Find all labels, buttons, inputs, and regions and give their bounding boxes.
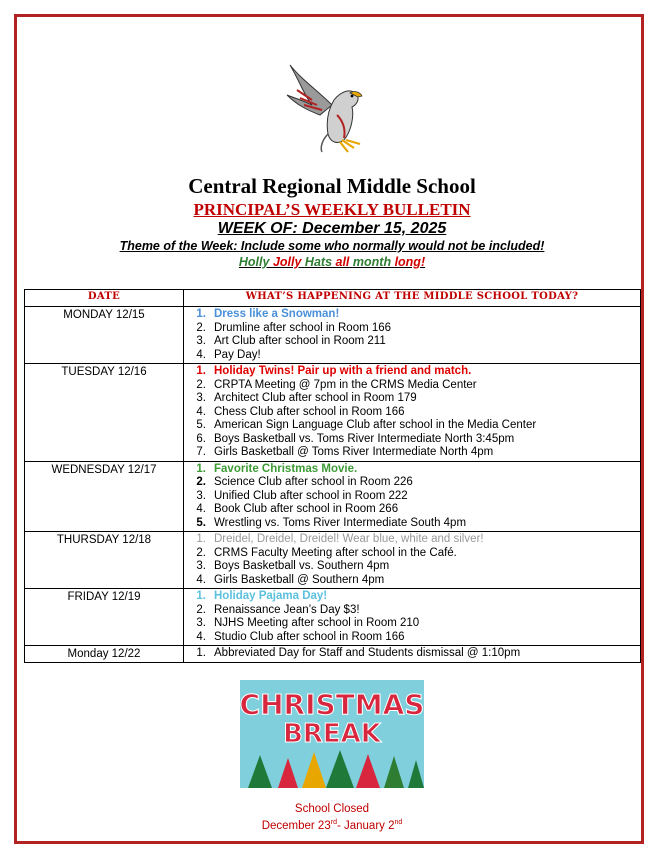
list-item: 4. Pay Day! bbox=[196, 348, 261, 361]
list-item: 1. Holiday Twins! Pair up with a friend and match. bbox=[196, 365, 472, 377]
list-item: 4. Studio Club after school in Room 166 bbox=[196, 630, 405, 643]
list-item: 3. Architect Club after school in Room 179 bbox=[196, 392, 417, 404]
list-item: 6. Boys Basketball vs. Toms River Intermediate North 3:45pm bbox=[196, 432, 515, 445]
table-header-row bbox=[25, 290, 641, 307]
table-row bbox=[25, 532, 641, 589]
list-item: 7. Girls Basketball @ Toms River Intermediate North 4pm bbox=[196, 446, 494, 458]
list-item: 4. Chess Club after school in Room 166 bbox=[196, 405, 405, 418]
day-date: Monday 12/22 bbox=[25, 646, 184, 663]
day-events bbox=[184, 364, 641, 462]
list-item: 3. Art Club after school in Room 211 bbox=[196, 335, 386, 347]
list-item: 1. Abbreviated Day for Staff and Students dismissal @ 1:10pm bbox=[196, 647, 521, 659]
list-item: 4. Book Club after school in Room 266 bbox=[196, 503, 399, 515]
table-row bbox=[25, 461, 641, 532]
week-of-heading: WEEK OF: December 15, 2025 bbox=[217, 220, 447, 237]
list-item: 3. NJHS Meeting after school in Room 210 bbox=[196, 617, 420, 629]
day-date: MONDAY 12/15 bbox=[25, 307, 184, 364]
list-item: 2. Renaissance Jean’s Day $3! bbox=[196, 603, 360, 616]
break-text: BREAK bbox=[283, 719, 381, 749]
holly-jolly-line: Holly Jolly Hats all month long! bbox=[238, 255, 426, 269]
list-item: 5. American Sign Language Club after school in the Media Center bbox=[196, 419, 537, 431]
school-closed-label: School Closed bbox=[294, 803, 370, 815]
list-item: 1. Holiday Pajama Day! bbox=[196, 590, 328, 602]
school-name: Central Regional Middle School bbox=[188, 174, 476, 198]
day-events bbox=[184, 461, 641, 532]
list-item: 2. Drumline after school in Room 166 bbox=[196, 321, 392, 334]
list-item: 1. Dreidel, Dreidel, Dreidel! Wear blue, white and silver! bbox=[196, 533, 484, 545]
day-events bbox=[184, 589, 641, 646]
list-item: 2. Science Club after school in Room 226 bbox=[196, 476, 413, 488]
christmas-text: CHRISTMAS bbox=[240, 688, 424, 721]
day-events bbox=[184, 646, 641, 663]
christmas-break-graphic bbox=[240, 680, 424, 798]
day-events bbox=[184, 532, 641, 589]
list-item: 2. CRMS Faculty Meeting after school in the Café. bbox=[196, 546, 457, 559]
list-item: 1. Favorite Christmas Movie. bbox=[196, 462, 358, 475]
date-column-header: DATE bbox=[25, 290, 184, 307]
schedule-table bbox=[24, 289, 641, 663]
eagle-mascot-logo bbox=[282, 60, 382, 160]
day-date: FRIDAY 12/19 bbox=[25, 589, 184, 646]
bulletin-title: PRINCIPAL’S WEEKLY BULLETIN bbox=[193, 200, 471, 219]
break-dates: December 23rd- January 2nd bbox=[261, 819, 403, 832]
table-row bbox=[25, 307, 641, 364]
day-date: THURSDAY 12/18 bbox=[25, 532, 184, 589]
day-date: WEDNESDAY 12/17 bbox=[25, 461, 184, 532]
list-item: 3. Boys Basketball vs. Southern 4pm bbox=[196, 560, 390, 572]
list-item: 5. Wrestling vs. Toms River Intermediate South 4pm bbox=[196, 516, 467, 529]
table-row bbox=[25, 364, 641, 462]
list-item: 1. Dress like a Snowman! bbox=[196, 308, 340, 320]
theme-of-week: Theme of the Week: Include some who normally would not be included! bbox=[119, 239, 545, 253]
day-events bbox=[184, 307, 641, 364]
day-date: TUESDAY 12/16 bbox=[25, 364, 184, 462]
list-item: 3. Unified Club after school in Room 222 bbox=[196, 489, 408, 502]
events-column-header: WHAT’S HAPPENING AT THE MIDDLE SCHOOL TODAY? bbox=[184, 290, 641, 307]
table-row bbox=[25, 646, 641, 663]
table-row bbox=[25, 589, 641, 646]
school-closed-note bbox=[0, 803, 664, 833]
list-item: 2. CRPTA Meeting @ 7pm in the CRMS Media Center bbox=[196, 378, 477, 391]
list-item: 4. Girls Basketball @ Southern 4pm bbox=[196, 573, 385, 586]
